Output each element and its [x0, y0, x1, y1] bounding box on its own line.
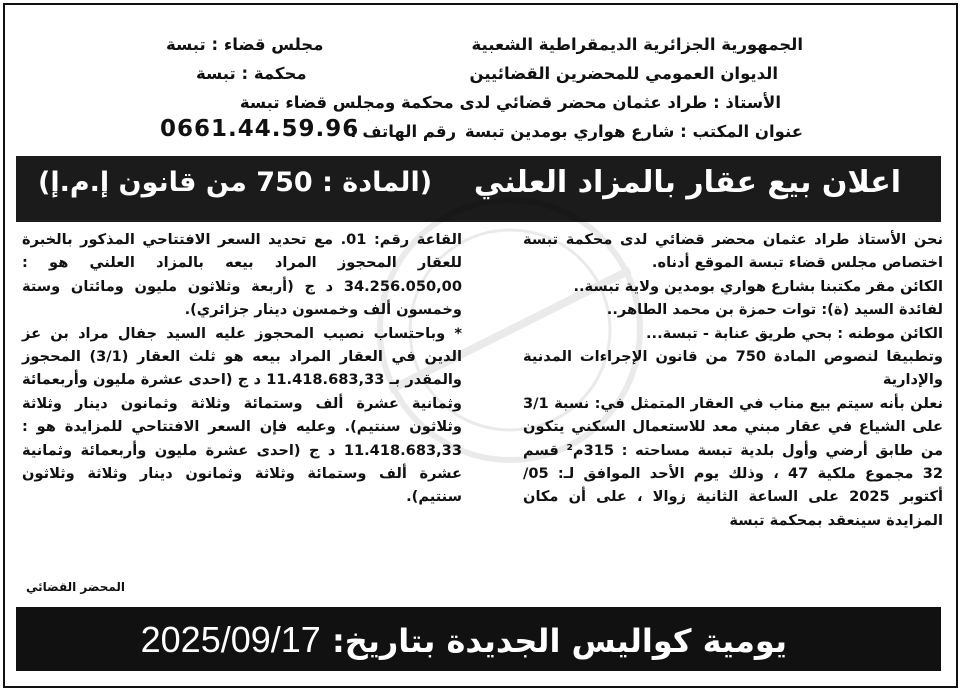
- phone-label: رقم الهاتف :: [350, 122, 457, 141]
- paragraph-office-address: الكائن مقر مكتبنا بشارع هواري بومدين ولاية تبسة..: [573, 277, 943, 295]
- phone-number: 0661.44.59.96: [160, 116, 360, 142]
- paragraph-legal-basis: وتطبيقا لنصوص المادة 750 من قانون الإجراءات المدنية والإدارية: [523, 348, 943, 389]
- announcement-title: اعلان بيع عقار بالمزاد العلني: [473, 165, 901, 200]
- court-council-label: مجلس قضاء : تبسة: [166, 35, 324, 54]
- right-column: [523, 228, 943, 532]
- bailiff-line: الأستاذ : طراد عثمان محضر قضائي لدى محكمة ومجلس قضاء تبسة: [239, 93, 781, 112]
- office-heading: الديوان العمومي للمحضرين القضائيين: [469, 64, 778, 83]
- legal-article-reference: (المادة : 750 من قانون إ.م.إ): [38, 167, 433, 198]
- left-column: [22, 228, 462, 509]
- publication-line: [141, 619, 787, 661]
- publication-date: 2025/09/17: [140, 619, 321, 660]
- publication-label: يومية كواليس الجديدة بتاريخ:: [331, 622, 787, 660]
- paragraph-opening-price: القاعة رقم: 01. مع تحديد السعر الافتتاحي المذكور بالخبرة للعقار المحجوز المراد بيعه بالمزاد العلني هو : 34.256.050,00 د ج (أربعة وثلاثون مليون ومائتان وستة وخمسون ألف وخمسون دينار جزائري).: [22, 231, 463, 319]
- paragraph-beneficiary: لفائدة السيد (ة): توات حمزة بن محمد الطاهر..: [606, 301, 943, 319]
- paragraph-seized-share: * وباحتساب نصيب المحجوز عليه السيد جفال مراد بن عز الدين في العقار المراد بيعه هو ثلث العقار (3/1) المحجوز والمقدر بـ 11.418.683,33 د ج (احدى عشرة مليون وأربعمائة وثمانية عشرة ألف وستمائة وثلاثة وثمانون دينار وثلاثة وثلاثون سنتيم). وعليه فإن السعر الافتتاحي للمزايدة هو : 11.418.683,33 د ج (احدى عشرة مليون وأربعمائة وثمانية عشرة ألف وستمائة وثلاثة وثمانون دينار وثلاثة وثلاثون سنتيم).: [22, 324, 463, 506]
- paragraph-sale-details: نعلن بأنه سيتم بيع مناب في العقار المتمثل في: نسبة 3/1 على الشياع في عقار مبني معد للاستعمال السكني يتكون من طابق أرضي وأول بلدية تبسة مساحته : 315م² قسم 32 مجموع ملكية 47 ، وذلك يوم الأحد الموافق لـ: 05/أكتوبر 2025 على الساعة الثانية زوالا ، على أن مكان المزايدة سينعقد بمحكمة تبسة: [523, 394, 943, 529]
- office-address: عنوان المكتب : شارع هواري بومدين تبسة: [464, 122, 803, 141]
- paragraph-bailiff-intro: نحن الأستاذ طراد عثمان محضر قضائي لدى محكمة تبسة اختصاص مجلس قضاء تبسة الموقع أدناه.: [523, 231, 943, 272]
- title-bar: [16, 156, 941, 222]
- paragraph-beneficiary-residence: الكائن موطنه : بحي طريق عنابة - تبسة...: [646, 324, 943, 342]
- signature-label: المحضر القضائي: [26, 580, 126, 594]
- republic-heading: الجمهورية الجزائرية الديمقراطية الشعبية: [471, 35, 803, 54]
- court-label: محكمة : تبسة: [196, 64, 307, 83]
- footer-bar: [16, 607, 941, 671]
